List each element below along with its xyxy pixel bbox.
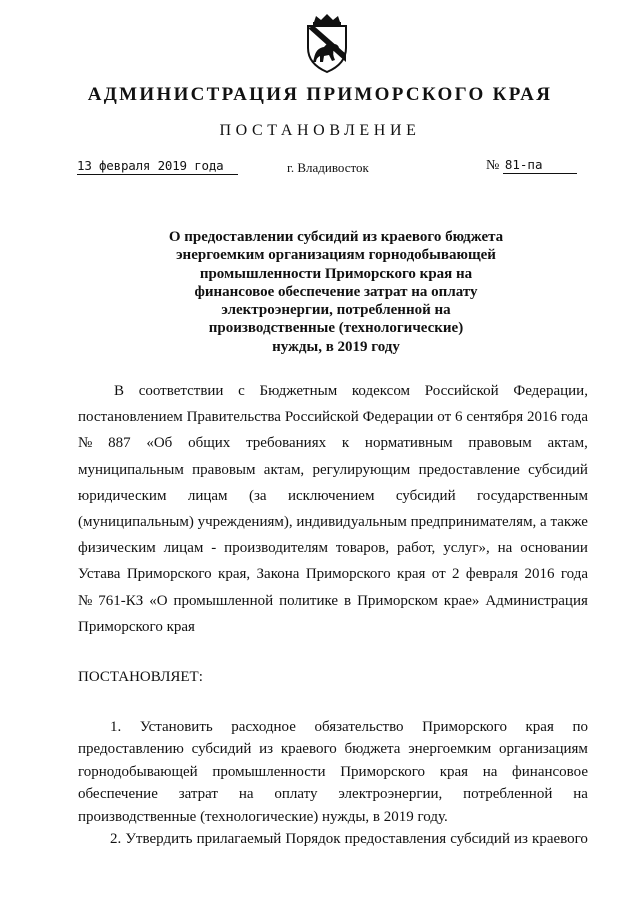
- word: Администрация: [485, 592, 588, 609]
- word: работ,: [397, 540, 436, 557]
- word: Российской: [424, 383, 499, 399]
- word: от: [431, 566, 446, 583]
- word: края: [439, 763, 469, 780]
- resolves-heading: ПОСТАНОВЛЯЕТ:: [78, 669, 203, 685]
- word: юридическим: [78, 487, 167, 504]
- clause-2: [110, 828, 588, 850]
- word: обязательство: [314, 719, 404, 735]
- word: Федерации,: [513, 383, 588, 399]
- word: государственным: [477, 487, 588, 504]
- word: производителям: [224, 540, 328, 557]
- word: также: [550, 514, 588, 531]
- title-line: О предоставлении субсидий из краевого бюджета: [168, 229, 504, 245]
- preamble-line: Приморского края: [78, 618, 195, 635]
- word: 2: [452, 566, 460, 583]
- preamble-line: [78, 378, 588, 404]
- word: индивидуальным: [296, 514, 407, 531]
- preamble-line: [78, 561, 588, 587]
- title-line: электроэнергии, потребленной на: [221, 302, 451, 319]
- word: крае»: [443, 592, 480, 609]
- word: 1.: [110, 719, 122, 735]
- word: Приморского: [422, 719, 507, 735]
- word: муниципальным: [78, 461, 184, 478]
- word: нормативным: [364, 435, 453, 452]
- word: потребленной: [463, 786, 553, 803]
- word: Бюджетным: [259, 383, 338, 399]
- title-line: производственные (технологические): [208, 320, 464, 337]
- word: промышленной: [173, 592, 274, 609]
- word: затрат: [178, 786, 218, 803]
- word: расходное: [231, 719, 296, 735]
- word: из: [514, 831, 528, 847]
- word: в: [344, 592, 352, 609]
- word: предпринимателям,: [410, 514, 537, 531]
- word: актам,: [547, 435, 588, 452]
- word: обеспечение: [78, 786, 158, 803]
- word: Федерации: [362, 409, 434, 426]
- word: Приморского: [126, 566, 212, 583]
- word: оплату: [274, 786, 318, 803]
- word: исключением: [287, 487, 375, 504]
- clause-line: [78, 761, 588, 783]
- word: Порядок: [285, 831, 341, 847]
- word: Утвердить: [125, 831, 193, 847]
- word: Закона: [256, 566, 300, 583]
- word: (за: [248, 487, 267, 504]
- document-date: 13 февраля 2019 года: [77, 158, 238, 175]
- word: (муниципальным): [78, 514, 194, 531]
- clause-line: [78, 716, 588, 738]
- word: учреждениям),: [197, 514, 293, 531]
- word: Приморского: [340, 763, 426, 780]
- word: 2.: [110, 831, 122, 847]
- document-number-field: [486, 157, 577, 174]
- word: от: [437, 409, 452, 426]
- title-line: нужды, в 2019 году: [272, 338, 400, 355]
- title-line: промышленности Приморского края на: [199, 265, 473, 282]
- word: Устава: [78, 566, 121, 583]
- word: Установить: [139, 719, 213, 735]
- word: требованиях: [246, 435, 327, 452]
- word: кодексом: [351, 383, 411, 399]
- word: февраля: [465, 566, 519, 583]
- title-line: финансовое обеспечение затрат на оплату: [194, 283, 478, 300]
- word: лицам: [187, 487, 228, 504]
- word: актам,: [263, 461, 305, 478]
- clause-1: [78, 716, 588, 828]
- word: края: [397, 566, 426, 583]
- word: соответствии: [138, 383, 224, 399]
- word: услуг»,: [443, 540, 490, 557]
- word: на: [482, 763, 498, 780]
- preamble-line: [78, 535, 588, 561]
- word: постановлением: [78, 409, 183, 426]
- word: краевого: [280, 741, 337, 758]
- word: №: [78, 592, 93, 609]
- word: 6: [454, 409, 463, 426]
- word: лицам: [163, 540, 204, 557]
- word: предоставлению: [78, 741, 184, 758]
- preamble-paragraph: [78, 378, 588, 640]
- clause-line: производственные (технологические) нужды, в 2019 году.: [78, 808, 448, 825]
- word: по: [572, 719, 588, 735]
- word: а: [540, 514, 547, 531]
- preamble-line: [78, 509, 588, 535]
- word: бюджета: [344, 741, 401, 758]
- word: основании: [520, 540, 588, 557]
- word: года: [560, 566, 588, 583]
- word: прилагаемый: [196, 831, 282, 847]
- document-city: г. Владивосток: [287, 160, 369, 175]
- word: организациям: [499, 741, 588, 758]
- word: 2016: [527, 409, 557, 426]
- word: края,: [218, 566, 251, 583]
- word: года: [560, 409, 588, 426]
- word: -: [211, 540, 217, 557]
- word: с: [238, 383, 245, 399]
- preamble-line: [78, 430, 588, 456]
- word: физическим: [78, 540, 156, 557]
- preamble-line: [78, 483, 588, 509]
- clause-line: [78, 738, 588, 760]
- word: «О: [149, 592, 168, 609]
- word: субсидий: [528, 461, 588, 478]
- word: к: [341, 435, 350, 452]
- word: финансовое: [512, 763, 588, 780]
- word: предоставления: [344, 831, 447, 847]
- word: на: [497, 540, 513, 557]
- word: из: [259, 741, 274, 758]
- document-type: ПОСТАНОВЛЕНИЕ: [219, 122, 421, 139]
- word: 2016: [524, 566, 555, 583]
- organization-name: АДМИНИСТРАЦИЯ ПРИМОРСКОГО КРАЯ: [87, 84, 553, 105]
- word: горнодобывающей: [78, 763, 198, 780]
- word: промышленности: [212, 763, 326, 780]
- word: 761-КЗ: [98, 592, 144, 609]
- preamble-line: [78, 404, 588, 430]
- document-title: [140, 228, 532, 356]
- preamble-line: [78, 457, 588, 483]
- word: энергоемким: [408, 741, 492, 758]
- word: правовым: [468, 435, 532, 452]
- coat-of-arms-icon: [302, 14, 352, 74]
- document-number: 81-па: [503, 157, 577, 174]
- word: краевого: [532, 831, 588, 847]
- word: субсидий: [395, 487, 456, 504]
- word: на: [573, 786, 588, 803]
- word: политике: [279, 592, 339, 609]
- word: предоставление: [418, 461, 520, 478]
- word: Приморского: [305, 566, 391, 583]
- word: края: [525, 719, 554, 735]
- preamble-line: [78, 588, 588, 614]
- word: регулирующим: [312, 461, 411, 478]
- word: 887: [108, 435, 131, 452]
- word: В: [114, 383, 125, 399]
- word: правовым: [192, 461, 256, 478]
- word: Правительства: [186, 409, 281, 426]
- clause-line: [78, 783, 588, 805]
- word: электроэнергии,: [338, 786, 443, 803]
- word: №: [78, 435, 93, 452]
- word: Российской: [284, 409, 359, 426]
- word: Приморском: [357, 592, 438, 609]
- word: «Об: [146, 435, 173, 452]
- clause-line: [110, 828, 588, 850]
- number-sign: №: [486, 158, 500, 173]
- word: субсидий: [450, 831, 510, 847]
- title-line: энергоемким организациям горнодобывающей: [176, 247, 496, 264]
- word: общих: [188, 435, 231, 452]
- word: субсидий: [191, 741, 252, 758]
- word: товаров,: [335, 540, 390, 557]
- word: сентября: [466, 409, 524, 426]
- word: на: [238, 786, 254, 803]
